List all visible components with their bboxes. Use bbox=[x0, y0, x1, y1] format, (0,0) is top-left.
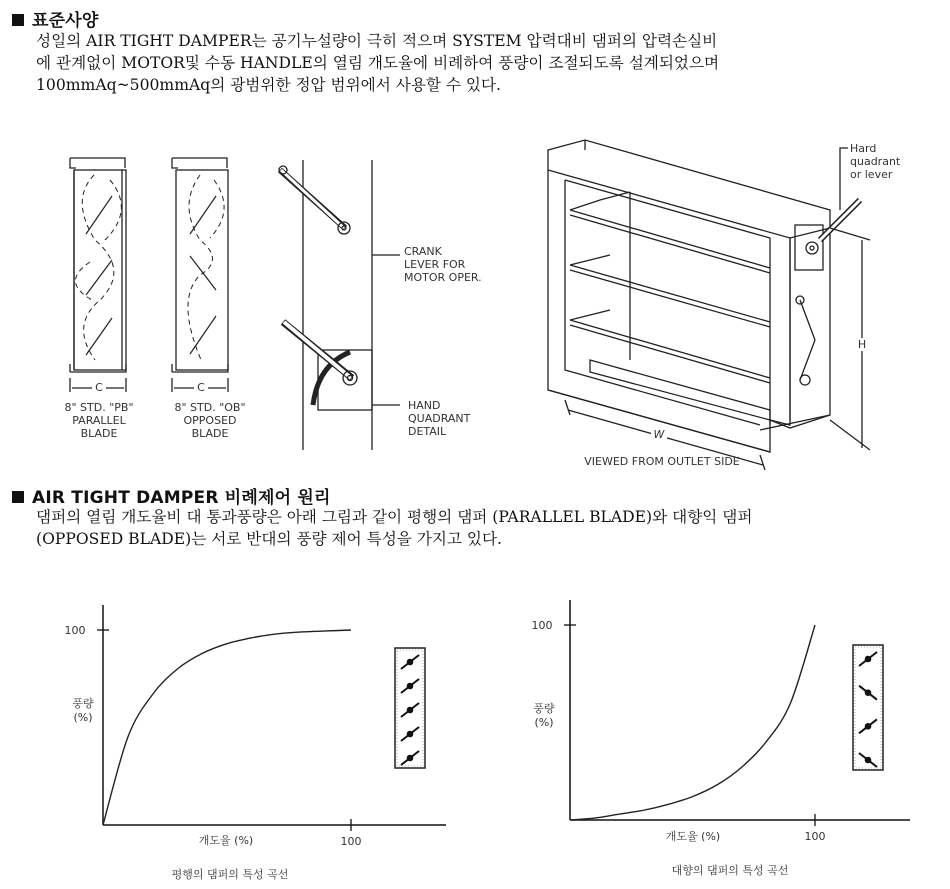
x-axis-label: 개도율 (%) bbox=[665, 830, 721, 843]
dim-c-label-ob: C bbox=[194, 381, 208, 394]
x-axis-label: 개도율 (%) bbox=[198, 834, 254, 847]
parallel-blade-section bbox=[70, 158, 126, 372]
blade-line bbox=[401, 727, 419, 741]
blade-pivot bbox=[865, 656, 872, 663]
blade-pivot bbox=[407, 683, 414, 690]
square-bullet-icon bbox=[12, 491, 24, 503]
x-tick-label: 100 bbox=[340, 835, 362, 848]
y-axis-label: (%) bbox=[73, 711, 93, 724]
blade-line bbox=[859, 719, 877, 733]
outlet-side-caption: VIEWED FROM OUTLET SIDE bbox=[584, 455, 740, 468]
crank-lever-detail bbox=[279, 160, 400, 450]
blade-pivot bbox=[865, 757, 872, 764]
crank-lever-caption: CRANK LEVER FOR MOTOR OPER. bbox=[404, 245, 482, 284]
dim-w-label: W bbox=[651, 428, 667, 441]
blade-pivot bbox=[407, 755, 414, 762]
x-tick-label: 100 bbox=[804, 830, 826, 843]
characteristic-curve bbox=[103, 630, 351, 825]
blade-line bbox=[401, 679, 419, 693]
y-tick-label: 100 bbox=[531, 619, 553, 632]
blade-pivot bbox=[865, 723, 872, 730]
blade-line bbox=[859, 753, 877, 767]
blade-pivot bbox=[407, 659, 414, 666]
blade-pivot bbox=[407, 707, 414, 714]
paragraph-line: (OPPOSED BLADE)는 서로 반대의 풍량 제어 특성을 가지고 있다. bbox=[36, 530, 503, 548]
paragraph-line: 댐퍼의 열림 개도율비 대 통과풍량은 아래 그림과 같이 평행의 댐퍼 (PARALLEL BLADE)와 대향익 댐퍼 bbox=[36, 508, 753, 526]
characteristic-curve bbox=[570, 625, 815, 820]
blade-diagram-hatch bbox=[855, 647, 881, 768]
blade-line bbox=[401, 703, 419, 717]
paragraph-line: 100mmAq~500mmAq의 광범위한 정압 범위에서 사용할 수 있다. bbox=[36, 76, 502, 94]
opposed-blade-section bbox=[172, 158, 228, 372]
chart-title: 평행의 댐퍼의 특성 곡선 bbox=[171, 868, 289, 881]
dim-h-label: H bbox=[855, 338, 869, 351]
dim-c-label-pb: C bbox=[92, 381, 106, 394]
section-heading-standard-spec bbox=[12, 6, 99, 31]
section-heading-proportional-control bbox=[12, 483, 331, 508]
hand-quadrant-detail bbox=[283, 322, 400, 410]
paragraph-line: 성일의 AIR TIGHT DAMPER는 공기누설량이 극히 적으며 SYSTEM 압력대비 댐퍼의 압력손실비 bbox=[36, 32, 718, 50]
blade-diagram-hatch bbox=[397, 650, 423, 766]
opposed-blade-caption: 8" STD. "OB" OPPOSED BLADE bbox=[174, 401, 246, 440]
blade-pivot bbox=[865, 689, 872, 696]
spec-paragraph bbox=[36, 30, 719, 96]
blade-line bbox=[401, 655, 419, 669]
blade-pivot bbox=[407, 731, 414, 738]
blade-diagram-box bbox=[395, 648, 425, 768]
blade-diagram-box bbox=[853, 645, 883, 770]
heading-text: AIR TIGHT DAMPER 비례제어 원리 bbox=[32, 488, 331, 508]
square-bullet-icon bbox=[12, 14, 24, 26]
y-tick-label: 100 bbox=[64, 624, 86, 637]
blade-line bbox=[859, 652, 877, 666]
isometric-damper-box bbox=[548, 140, 870, 470]
blade-line bbox=[859, 686, 877, 700]
y-axis-label: 풍량 bbox=[533, 702, 555, 715]
hand-quadrant-caption: HAND QUADRANT DETAIL bbox=[408, 399, 471, 438]
hard-quadrant-caption: Hard quadrant or lever bbox=[850, 142, 901, 181]
heading-text: 표준사양 bbox=[32, 11, 99, 31]
chart-title: 대향의 댐퍼의 특성 곡선 bbox=[671, 864, 789, 877]
y-axis-label: 풍량 bbox=[72, 697, 94, 710]
chart-parallel bbox=[97, 605, 446, 831]
y-axis-label: (%) bbox=[534, 716, 554, 729]
blade-line bbox=[401, 751, 419, 765]
principle-paragraph bbox=[36, 506, 752, 550]
chart-opposed bbox=[564, 600, 910, 826]
paragraph-line: 에 관계없이 MOTOR및 수동 HANDLE의 열림 개도율에 비례하여 풍량이 조절되도록 설계되었으며 bbox=[36, 54, 720, 72]
parallel-blade-caption: 8" STD. "PB" PARALLEL BLADE bbox=[64, 401, 134, 440]
